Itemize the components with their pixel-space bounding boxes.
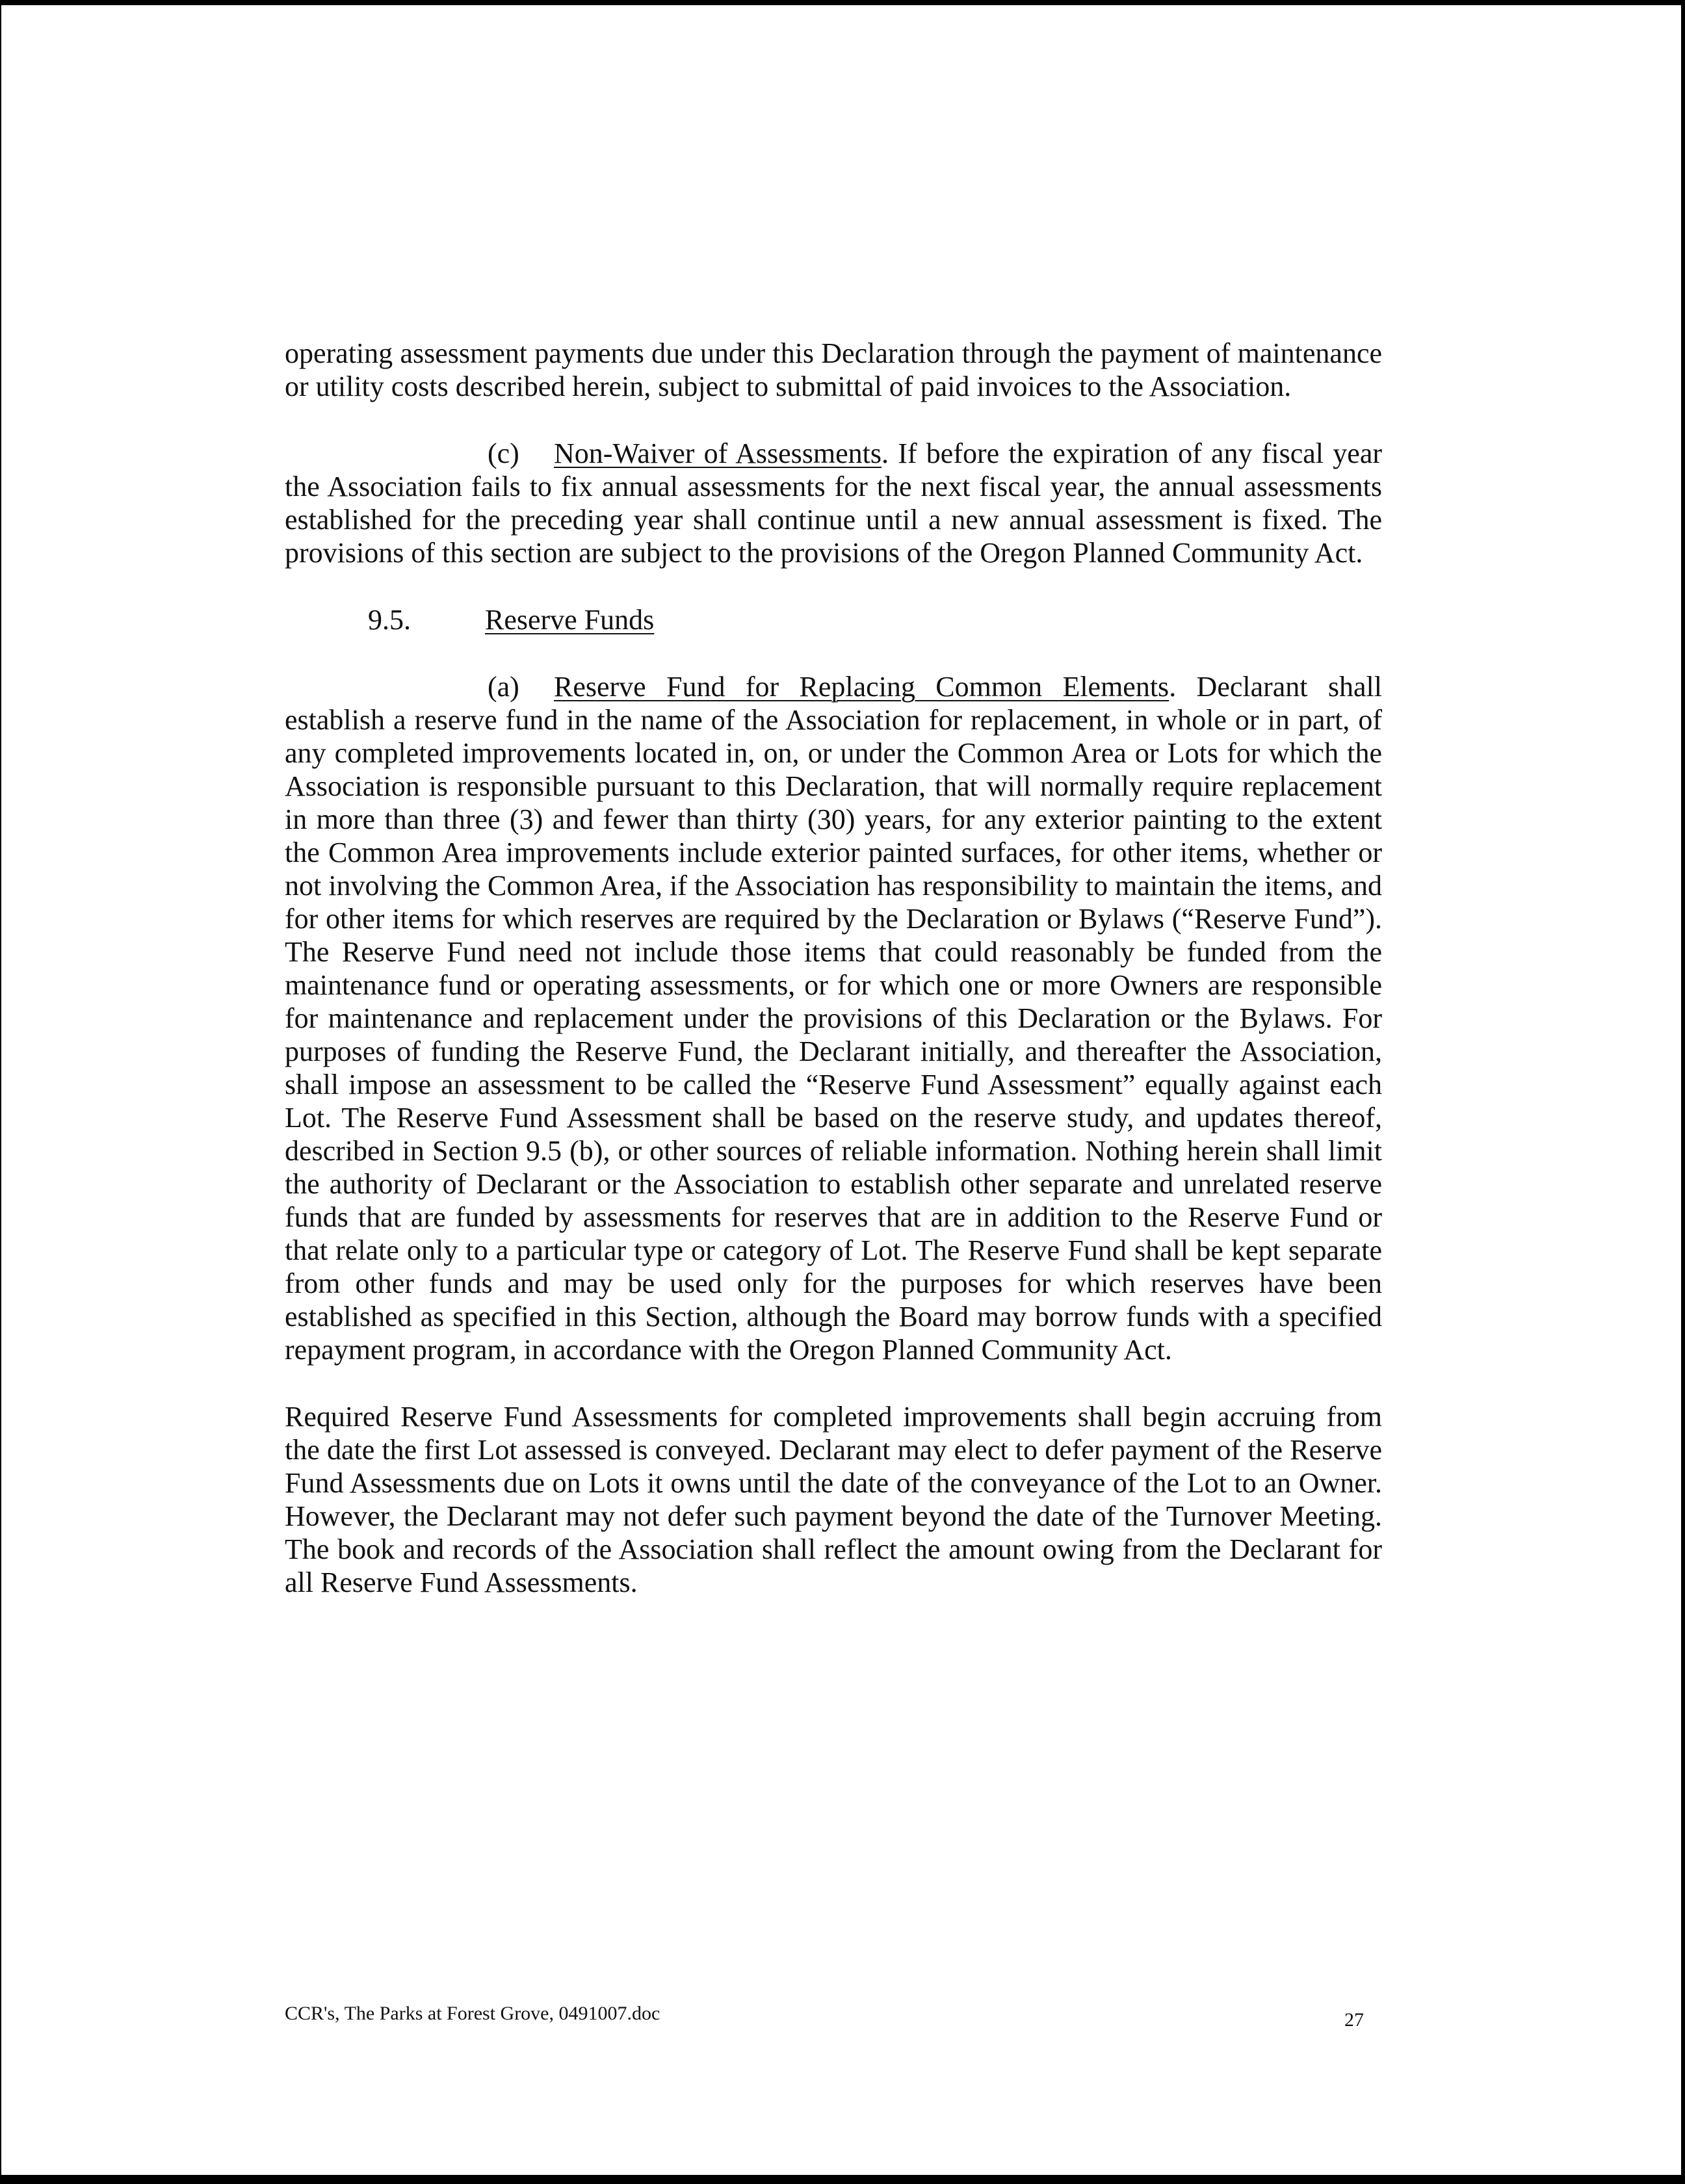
paragraph-required-assessments [285, 1400, 1382, 1599]
section-heading-reserve-funds [285, 603, 1382, 636]
paragraph-text: operating assessment payments due under this Declaration through the payment of maintenance or utility costs described herein, subject to submittal of paid invoices to the Association. [285, 337, 1382, 402]
section-title: Reserve Funds [485, 604, 655, 636]
document-page [285, 337, 1382, 1633]
page-number: 27 [1344, 2009, 1364, 2031]
footer-file-label: CCR's, The Parks at Forest Grove, 0491007.doc [285, 2003, 660, 2024]
enumerator-a: (a) [488, 671, 519, 703]
subsection-title-reserve-fund: Reserve Fund for Replacing Common Elements [554, 671, 1169, 703]
paragraph-non-waiver [285, 437, 1382, 569]
paragraph-text: . If before the expiration of any fiscal year the Association fails to fix annual assessments for the next fiscal year, the annual assessments established for the preceding year shall continue until a new annual assessment is fixed. The provisions of this section are subject to the provisions of the Oregon Planned Community Act. [285, 437, 1382, 569]
section-number: 9.5. [368, 604, 411, 636]
paragraph-operating-assessment [285, 337, 1382, 403]
enumerator-c: (c) [488, 437, 519, 469]
paragraph-text: Required Reserve Fund Assessments for completed improvements shall begin accruing from the date the first Lot assessed is conveyed. Declarant may elect to defer payment of the Reserve Fund Assessments due on Lots it owns until the date of the conveyance of the Lot to an Owner. However, the Declarant may not defer such payment beyond the date of the Turnover Meeting. The book and records of the Association shall reflect the amount owing from the Declarant for all Reserve Fund Assessments. [285, 1401, 1382, 1598]
paragraph-text: . Declarant shall establish a reserve fund in the name of the Association for replacement, in whole or in part, of any completed improvements located in, on, or under the Common Area or Lots for which the Association is responsible pursuant to this Declaration, that will normally require replacement in more than three (3) and fewer than thirty (30) years, for any exterior painting to the extent the Common Area improvements include exterior painted surfaces, for other items, whether or not involving the Common Area, if the Association has responsibility to maintain the items, and for other items for which reserves are required by the Declaration or Bylaws (“Reserve Fund”). The Reserve Fund need not include those items that could reasonably be funded from the maintenance fund or operating assessments, or for which one or more Owners are responsible for maintenance and replacement under the provisions of this Declaration or the Bylaws. For purposes of funding the Reserve Fund, the Declarant initially, and thereafter the Association, shall impose an assessment to be called the “Reserve Fund Assessment” equally against each Lot. The Reserve Fund Assessment shall be based on the reserve study, and updates thereof, described in Section 9.5 (b), or other sources of reliable information. Nothing herein shall limit the authority of Declarant or the Association to establish other separate and unrelated reserve funds that are funded by assessments for reserves that are in addition to the Reserve Fund or that relate only to a particular type or category of Lot. The Reserve Fund shall be kept separate from other funds and may be used only for the purposes for which reserves have been established as specified in this Section, although the Board may borrow funds with a specified repayment program, in accordance with the Oregon Planned Community Act. [285, 671, 1382, 1366]
paragraph-reserve-fund-replacing [285, 670, 1382, 1366]
subsection-title-non-waiver: Non-Waiver of Assessments [554, 437, 882, 469]
